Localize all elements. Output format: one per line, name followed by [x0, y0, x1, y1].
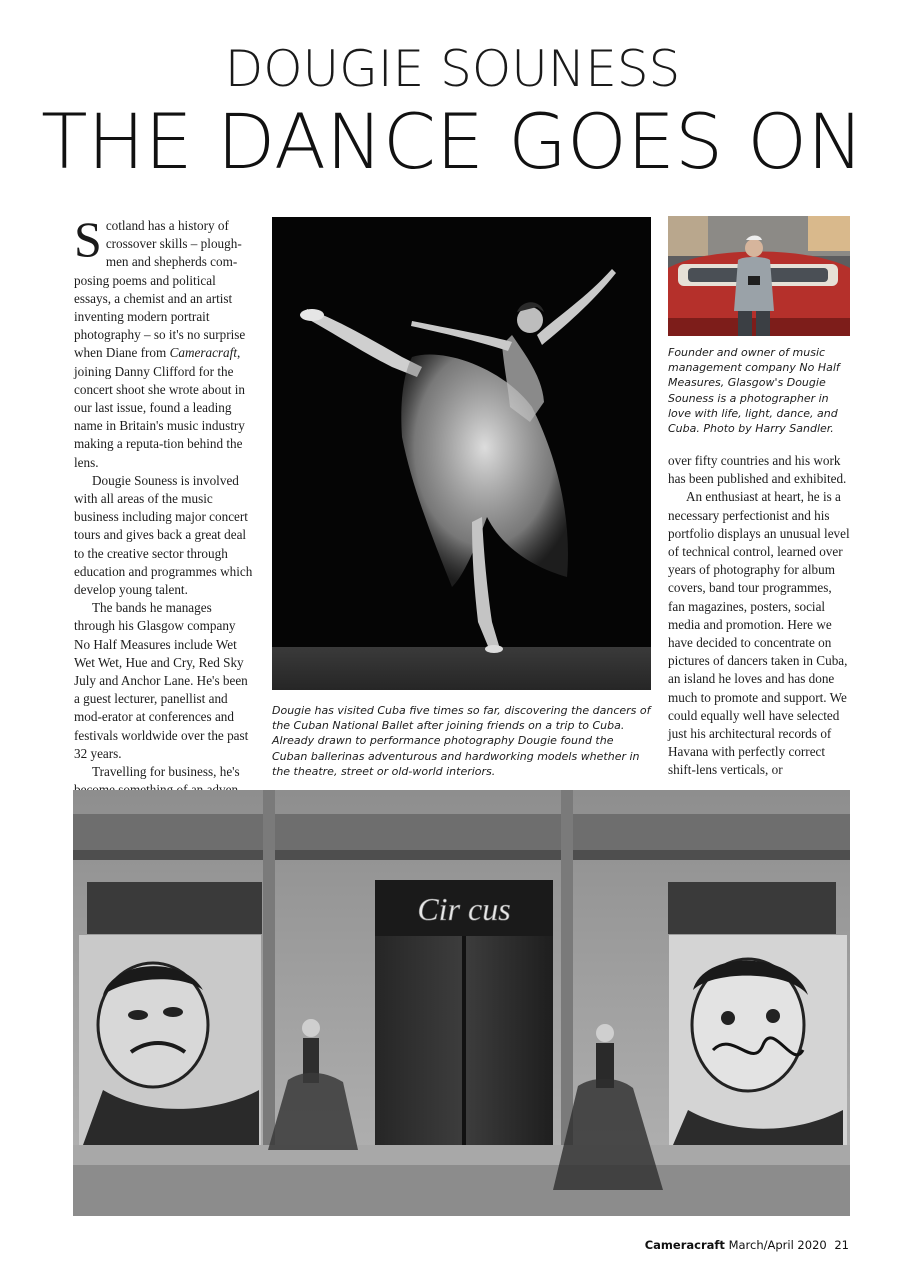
- paragraph-1-lead: cotland has a history of crossover skills – plough-men and shepherds com-posing poems and political essays, a chemist and an artist inventing modern portrait photography – so it's no surprise when Diane from: [74, 218, 246, 361]
- drop-cap: S: [74, 211, 102, 267]
- page-number: 21: [834, 1238, 849, 1252]
- page-footer: [645, 1238, 849, 1252]
- ballet-dancer-illustration: [272, 217, 651, 690]
- article-kicker: DOUGIE SOUNESS: [224, 40, 681, 98]
- footer-issue: March/April 2020: [728, 1238, 827, 1252]
- portrait-photo-caption: Founder and owner of music management company No Half Measures, Glasgow's Dougie Souness is a photographer in love with life, light, dance, and Cuba. Photo by Harry Sandler.: [668, 346, 840, 436]
- havana-street-illustration: [73, 790, 850, 1216]
- article-title: THE DANCE GOES ON: [41, 97, 864, 186]
- ballet-dancer-photo: [272, 217, 651, 690]
- man-with-car-illustration: [668, 216, 850, 336]
- paragraph-1: [74, 211, 254, 472]
- paragraph-5: over fifty countries and his work has been published and exhibited.: [668, 453, 847, 487]
- ballet-photo-caption: Dougie has visited Cuba five times so far, discovering the dancers of the Cuban National Ballet after joining friends on a trip to Cuba. Already drawn to performance photography Dougie found the Cuban ballerinas adventurous and hardworking models whether in the theatre, street or old-world interiors.: [272, 704, 651, 778]
- portrait-photo: [668, 216, 850, 336]
- circus-sign: Cir cus: [417, 891, 511, 927]
- paragraph-3: The bands he manages through his Glasgow company No Half Measures include Wet Wet Wet, Hue and Cry, Red Sky July and Anchor Lane. He's been a guest lecturer, panellist and mod-erator at conferences and festivals worldwide over the past 32 years.: [74, 600, 249, 761]
- body-column-right: [668, 452, 850, 780]
- magazine-name: Cameracraft: [169, 345, 237, 361]
- street-dancers-photo: [73, 790, 850, 1216]
- paragraph-2: Dougie Souness is involved with all areas of the music business including major concert tours and gives back a great deal to the creative sector through education and programmes which develop young talent.: [74, 472, 253, 598]
- footer-magazine: Cameracraft: [644, 1238, 725, 1252]
- body-column-left: [74, 211, 254, 836]
- paragraph-4: Travelling for business, he's: [92, 764, 240, 780]
- paragraph-6: An enthusiast at heart, he is a necessary perfectionist and his portfolio displays an unusual level of technical control, learned over years of photography for album covers, band tour programmes, fan magazines, posters, social media and promotion. Here we have decided to concentrate on pictures of dancers taken in Cuba, an island he loves and has done much to promote and support. We could equally well have selected just his architectural records of Havana with perfectly correct shift-lens verticals, or: [668, 489, 850, 778]
- paragraph-1-tail: , joining Danny Clifford for the concert shoot she wrote about in our last issue, found a leading name in Britain's music industry making a reputa-tion behind the lens.: [74, 345, 246, 470]
